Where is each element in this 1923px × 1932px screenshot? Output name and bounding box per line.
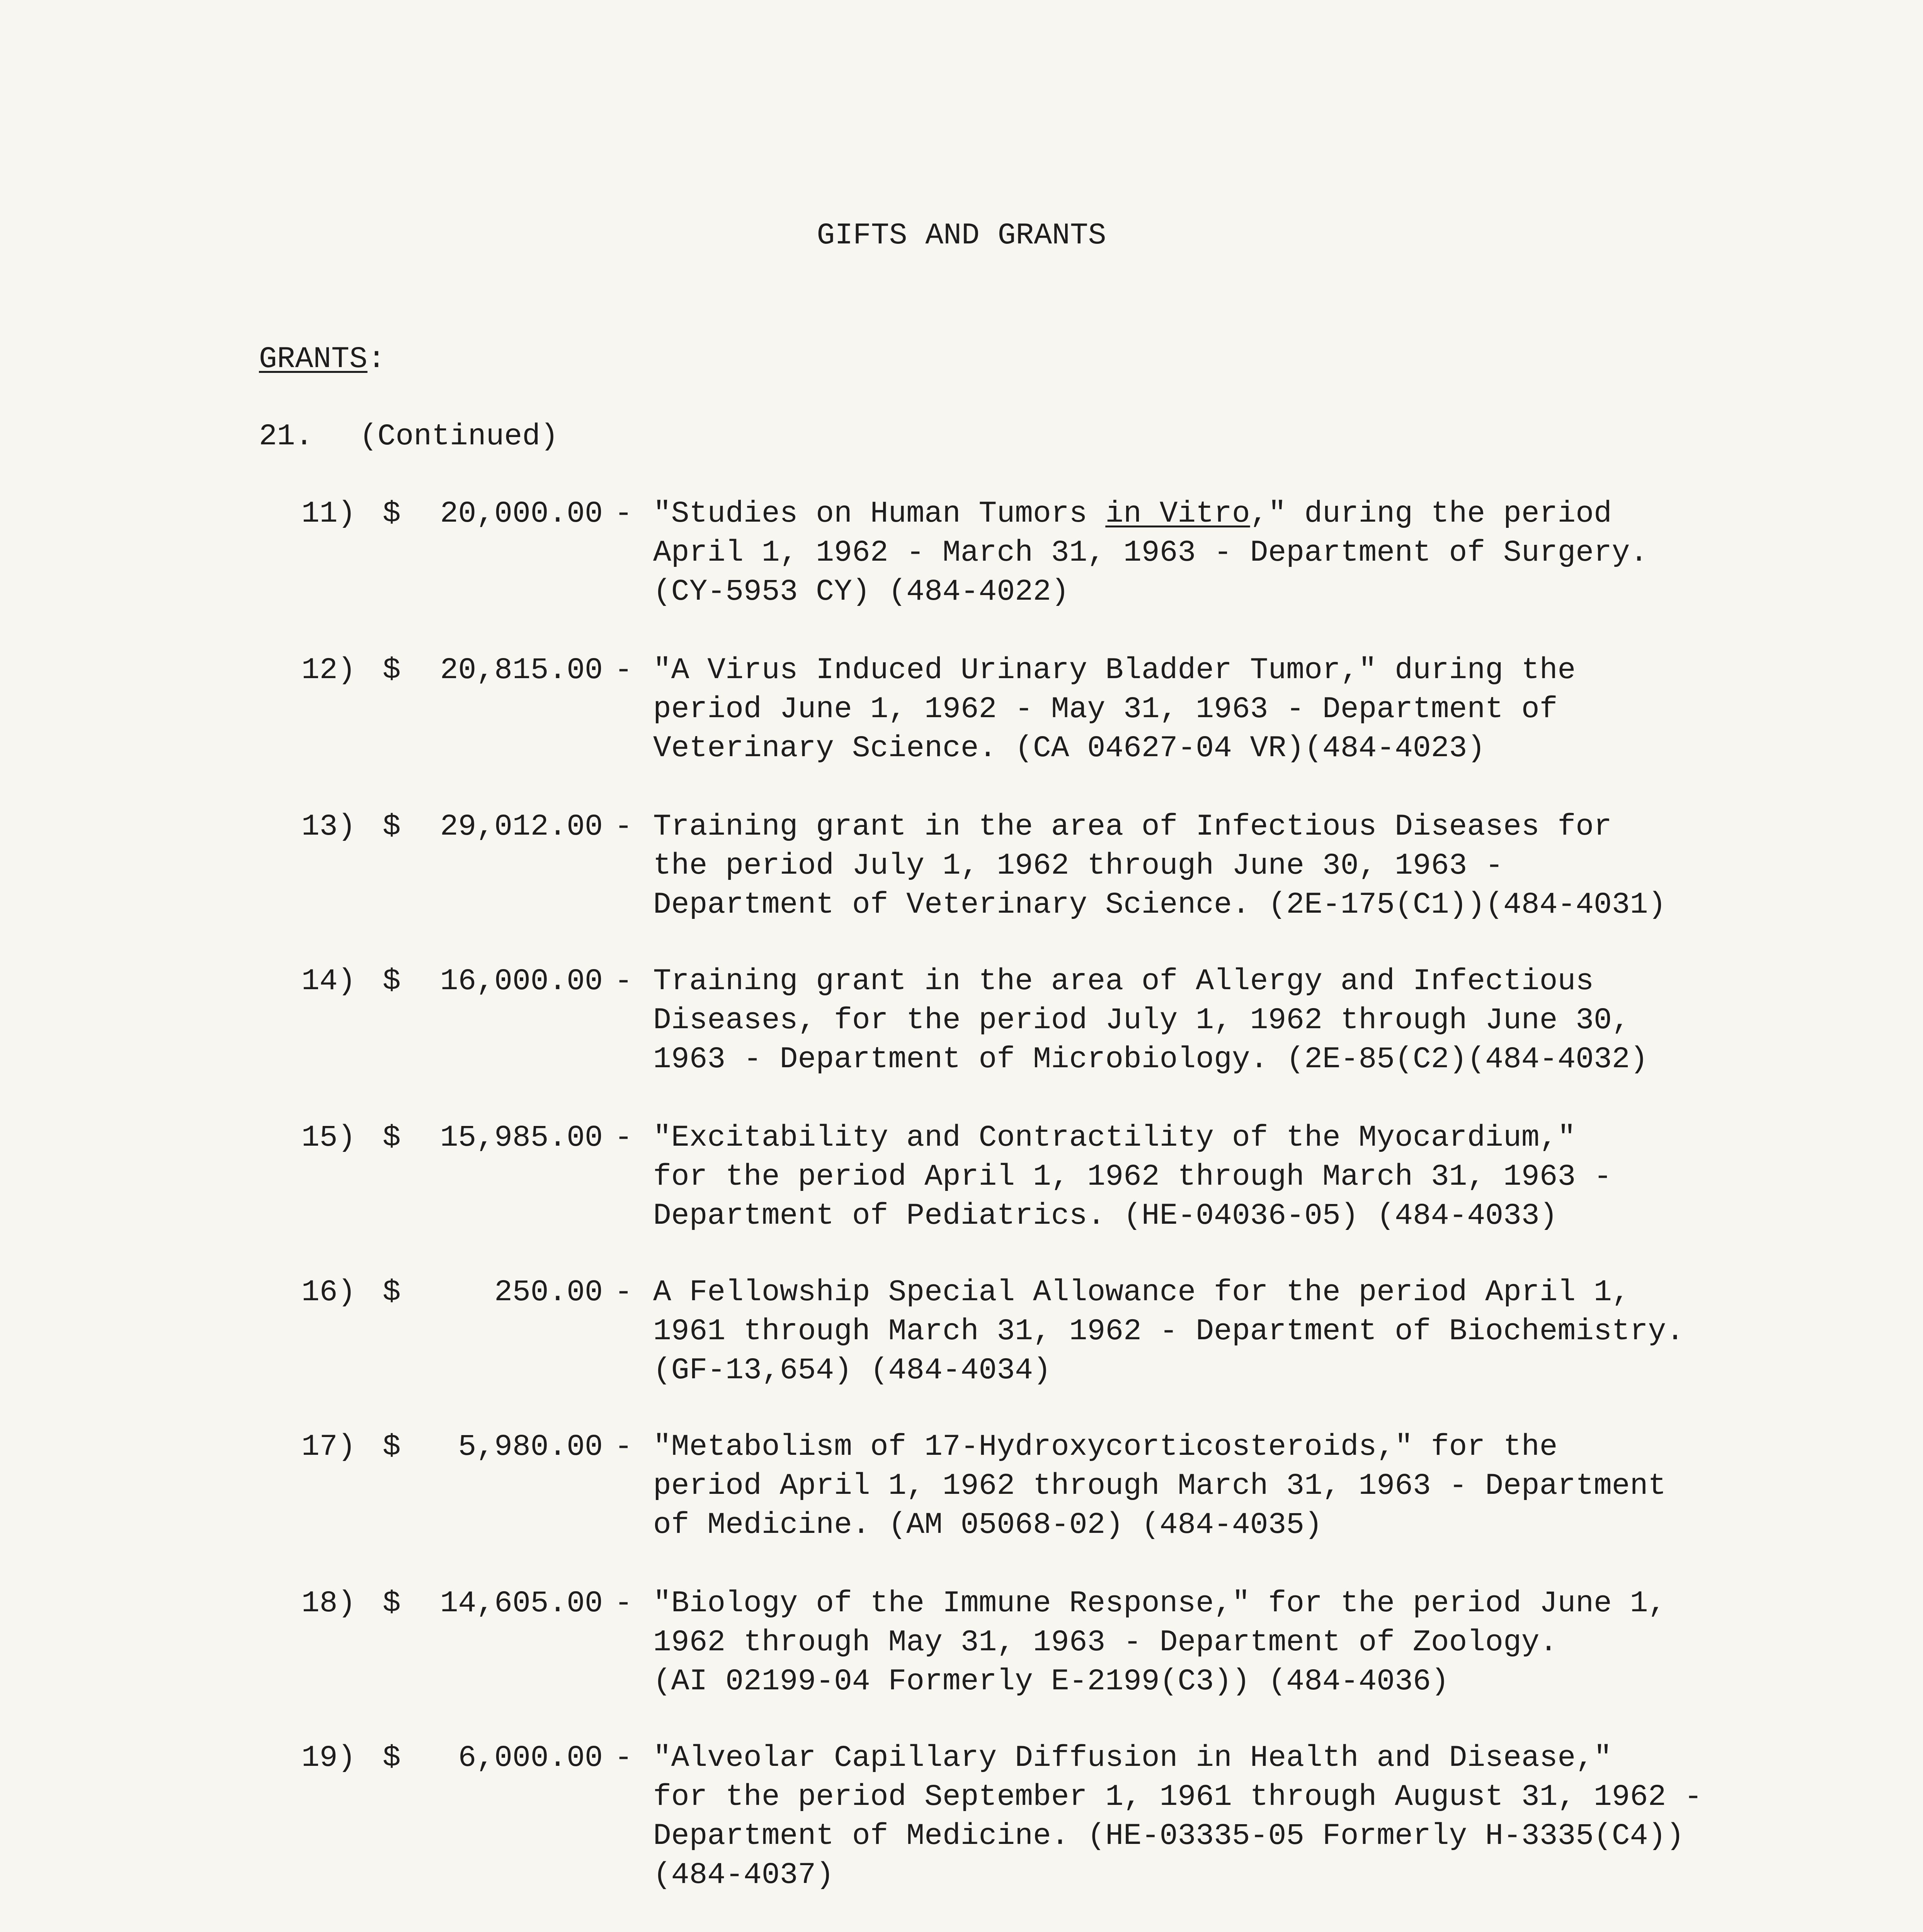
grant-entry	[0, 808, 1923, 925]
item-continued-label: (Continued)	[359, 420, 558, 454]
separator-dash: -	[614, 810, 633, 844]
description-line	[653, 534, 1648, 573]
description-text: "Studies on Human Tumors	[653, 497, 1106, 531]
grant-amount: 16,000.00	[440, 964, 603, 998]
grant-entry	[0, 1428, 1923, 1545]
description-line	[653, 573, 1648, 612]
grant-amount: 250.00	[494, 1276, 603, 1310]
description-text: 1963 - Department of Microbiology. (2E-85(C2)(484-4032)	[653, 1043, 1648, 1077]
description-text: of Medicine. (AM 05068-02) (484-4035)	[653, 1508, 1322, 1542]
description-line	[653, 1662, 1666, 1701]
description-line	[653, 1506, 1666, 1545]
grant-amount: 29,012.00	[440, 810, 603, 844]
description-line	[653, 1273, 1684, 1312]
grant-entry	[0, 1739, 1923, 1895]
item-number: 21.	[259, 420, 313, 454]
section-heading	[259, 340, 386, 379]
dollar-sign: $	[383, 497, 401, 531]
grant-number: 12)	[301, 653, 356, 687]
description-line	[653, 1197, 1612, 1236]
dollar-sign: $	[383, 810, 401, 844]
separator-dash: -	[614, 1276, 633, 1310]
grant-amount: 5,980.00	[458, 1430, 603, 1464]
dollar-sign: $	[383, 1741, 401, 1775]
grant-number: 18)	[301, 1587, 356, 1621]
underlined-text: in Vitro	[1105, 497, 1250, 531]
description-line	[653, 1119, 1612, 1158]
grant-entry	[0, 1273, 1923, 1390]
grant-description	[653, 495, 1648, 612]
grant-number: 11)	[301, 497, 356, 531]
grant-description	[653, 1428, 1666, 1545]
description-line	[653, 808, 1666, 847]
grant-number: 14)	[301, 964, 356, 998]
description-text: period June 1, 1962 - May 31, 1963 - Department of	[653, 692, 1558, 726]
description-line	[653, 886, 1666, 925]
dollar-sign: $	[383, 653, 401, 687]
dollar-sign: $	[383, 1587, 401, 1621]
grant-number: 15)	[301, 1121, 356, 1155]
grant-description	[653, 651, 1576, 768]
description-line	[653, 1001, 1648, 1040]
description-text: (484-4037)	[653, 1858, 834, 1892]
description-line	[653, 729, 1576, 768]
description-text: "Biology of the Immune Response," for the period June 1,	[653, 1587, 1666, 1621]
dollar-sign: $	[383, 964, 401, 998]
description-text: "Alveolar Capillary Diffusion in Health and Disease,"	[653, 1741, 1612, 1775]
description-line	[653, 495, 1648, 534]
description-text: 1962 through May 31, 1963 - Department of Zoology.	[653, 1626, 1558, 1660]
grant-entry	[0, 651, 1923, 768]
grant-entry	[0, 495, 1923, 612]
dollar-sign: $	[383, 1430, 401, 1464]
description-line	[653, 1467, 1666, 1506]
page-title: GIFTS AND GRANTS	[817, 219, 1106, 253]
description-line	[653, 1040, 1648, 1079]
description-text: for the period April 1, 1962 through March 31, 1963 -	[653, 1160, 1612, 1194]
description-line	[653, 1351, 1684, 1390]
grant-description	[653, 1273, 1684, 1390]
description-text: Training grant in the area of Infectious Diseases for	[653, 810, 1612, 844]
description-text: period April 1, 1962 through March 31, 1963 - Department	[653, 1469, 1666, 1503]
description-text: Training grant in the area of Allergy and Infectious	[653, 964, 1594, 998]
separator-dash: -	[614, 964, 633, 998]
separator-dash: -	[614, 1121, 633, 1155]
grant-number: 17)	[301, 1430, 356, 1464]
description-line	[653, 651, 1576, 690]
description-text: for the period September 1, 1961 through August 31, 1962 -	[653, 1780, 1702, 1814]
description-text: 1961 through March 31, 1962 - Department of Biochemistry.	[653, 1315, 1685, 1349]
separator-dash: -	[614, 1430, 633, 1464]
description-line	[653, 847, 1666, 886]
grant-amount: 6,000.00	[458, 1741, 603, 1775]
description-text: Department of Veterinary Science. (2E-175(C1))(484-4031)	[653, 888, 1666, 922]
grant-description	[653, 1119, 1612, 1236]
description-line	[653, 1312, 1684, 1351]
description-line	[653, 1856, 1702, 1895]
description-line	[653, 690, 1576, 729]
dollar-sign: $	[383, 1276, 401, 1310]
description-text: ," during the period	[1250, 497, 1612, 531]
description-text: (GF-13,654) (484-4034)	[653, 1354, 1051, 1388]
description-text: "Excitability and Contractility of the Myocardium,"	[653, 1121, 1576, 1155]
grant-description	[653, 1584, 1666, 1701]
grant-amount: 20,000.00	[440, 497, 603, 531]
description-text: Diseases, for the period July 1, 1962 through June 30,	[653, 1003, 1630, 1037]
description-line	[653, 1428, 1666, 1467]
description-text: the period July 1, 1962 through June 30, 1963 -	[653, 849, 1503, 883]
section-heading-colon: :	[367, 342, 386, 376]
grant-entry	[0, 1584, 1923, 1701]
description-line	[653, 1623, 1666, 1662]
description-text: April 1, 1962 - March 31, 1963 - Department of Surgery.	[653, 536, 1648, 570]
description-text: Department of Pediatrics. (HE-04036-05) (484-4033)	[653, 1199, 1558, 1233]
grant-amount: 14,605.00	[440, 1587, 603, 1621]
description-line	[653, 1778, 1702, 1817]
description-text: Department of Medicine. (HE-03335-05 Formerly H-3335(C4))	[653, 1819, 1685, 1853]
grant-entry	[0, 962, 1923, 1079]
description-line	[653, 1739, 1702, 1778]
description-text: "A Virus Induced Urinary Bladder Tumor," during the	[653, 653, 1576, 687]
separator-dash: -	[614, 653, 633, 687]
description-text: (AI 02199-04 Formerly E-2199(C3)) (484-4036)	[653, 1665, 1449, 1699]
grant-description	[653, 962, 1648, 1079]
grant-entry	[0, 1119, 1923, 1236]
grant-number: 13)	[301, 810, 356, 844]
section-heading-text: GRANTS	[259, 342, 368, 376]
separator-dash: -	[614, 1587, 633, 1621]
separator-dash: -	[614, 497, 633, 531]
description-line	[653, 1584, 1666, 1623]
grant-description	[653, 808, 1666, 925]
separator-dash: -	[614, 1741, 633, 1775]
dollar-sign: $	[383, 1121, 401, 1155]
grant-description	[653, 1739, 1702, 1895]
grant-amount: 20,815.00	[440, 653, 603, 687]
description-line	[653, 1817, 1702, 1856]
description-text: Veterinary Science. (CA 04627-04 VR)(484-4023)	[653, 731, 1486, 765]
grant-number: 19)	[301, 1741, 356, 1775]
grant-amount: 15,985.00	[440, 1121, 603, 1155]
grant-number: 16)	[301, 1276, 356, 1310]
description-text: A Fellowship Special Allowance for the period April 1,	[653, 1276, 1630, 1310]
description-line	[653, 1158, 1612, 1197]
description-text: (CY-5953 CY) (484-4022)	[653, 575, 1069, 609]
description-line	[653, 962, 1648, 1001]
description-text: "Metabolism of 17-Hydroxycorticosteroids," for the	[653, 1430, 1558, 1464]
